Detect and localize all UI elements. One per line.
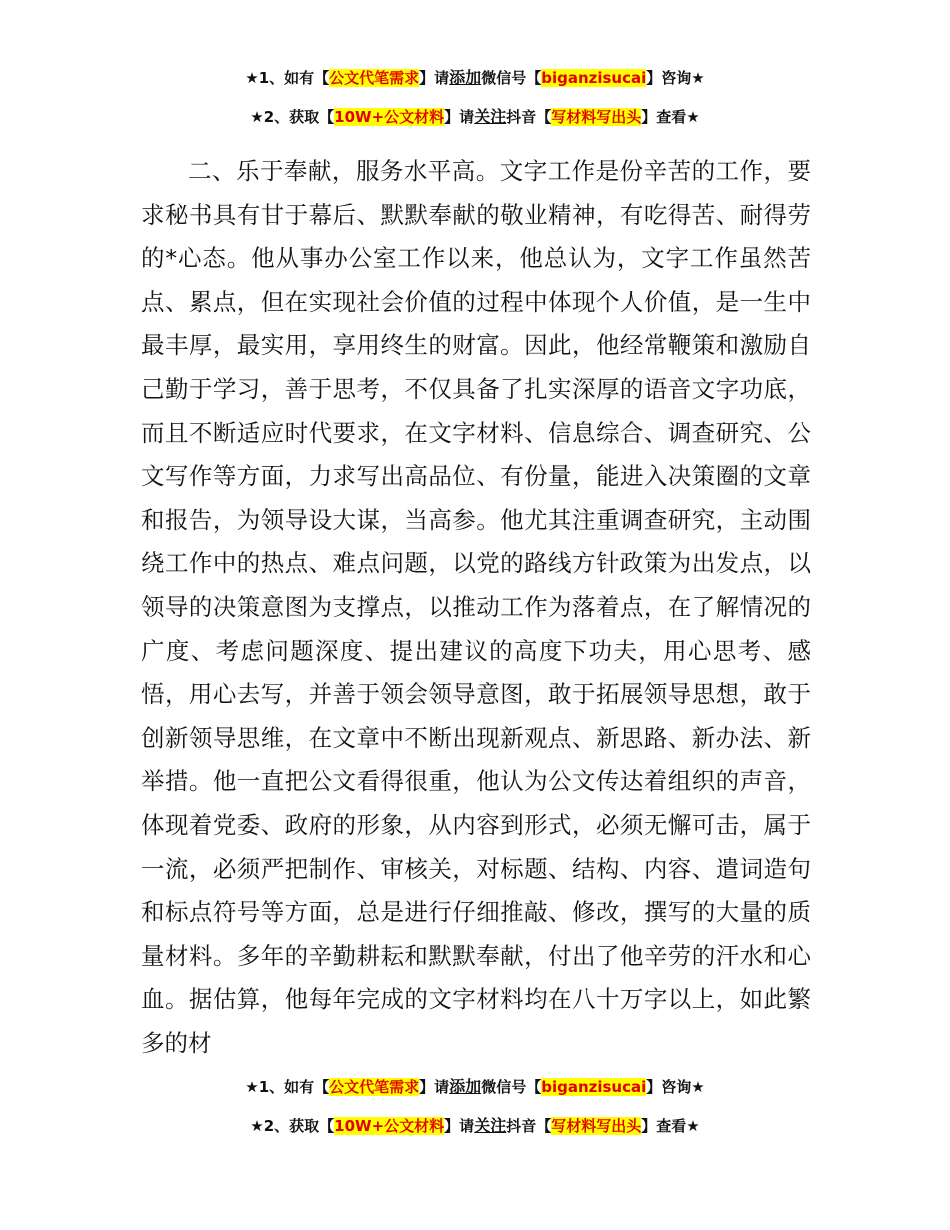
promo-text: 微信号【 bbox=[481, 69, 542, 87]
promo-suffix: 】咨询 bbox=[646, 69, 692, 87]
promo-prefix: 1、如有【 bbox=[258, 69, 330, 87]
promo-suffix: 】咨询 bbox=[646, 1078, 692, 1096]
promo-underline-follow: 关注 bbox=[474, 107, 507, 126]
promo-highlight-wechat-id: biganzisucai bbox=[541, 1078, 647, 1096]
promo-text: 微信号【 bbox=[481, 1078, 542, 1096]
promo-highlight-service: 公文代笔需求 bbox=[329, 1078, 420, 1096]
star-icon: ★ bbox=[691, 1078, 705, 1096]
header-promo-line-2 bbox=[0, 105, 950, 129]
promo-text: 抖音【 bbox=[506, 1117, 552, 1135]
promo-text: 】请 bbox=[419, 1078, 450, 1096]
promo-underline-add: 添加 bbox=[449, 68, 482, 87]
promo-highlight-service: 公文代笔需求 bbox=[329, 69, 420, 87]
star-icon: ★ bbox=[250, 108, 264, 126]
promo-text: 抖音【 bbox=[506, 108, 552, 126]
promo-suffix: 】查看 bbox=[641, 108, 687, 126]
promo-highlight-wechat-id: biganzisucai bbox=[541, 69, 647, 87]
promo-text: 】请 bbox=[444, 108, 475, 126]
star-icon: ★ bbox=[245, 1078, 259, 1096]
promo-highlight-douyin-id: 写材料写出头 bbox=[551, 108, 642, 126]
body-paragraph: 二、乐于奉献，服务水平高。文字工作是份辛苦的工作，要求秘书具有甘于幕后、默默奉献的敬业精神，有吃得苦、耐得劳的*心态。他从事办公室工作以来，他总认为，文字工作虽然苦点、累点，但在实现社会价值的过程中体现个人价值，是一生中最丰厚，最实用，享用终生的财富。因此，他经常鞭策和激励自己勤于学习，善于思考，不仅具备了扎实深厚的语音文字功底，而且不断适应时代要求，在文字材料、信息综合、调查研究、公文写作等方面，力求写出高品位、有份量，能进入决策圈的文章和报告，为领导设大谋，当高参。他尤其注重调查研究，主动围绕工作中的热点、难点问题，以党的路线方针政策为出发点，以领导的决策意图为支撑点，以推动工作为落着点，在了解情况的广度、考虑问题深度、提出建议的高度下功夫，用心思考、感悟，用心去写，并善于领会领导意图，敢于拓展领导思想，敢于创新领导思维，在文章中不断出现新观点、新思路、新办法、新举措。他一直把公文看得很重，他认为公文传达着组织的声音，体现着党委、政府的形象，从内容到形式，必须无懈可击，属于一流，必须严把制作、审核关，对标题、结构、内容、遣词造句和标点符号等方面，总是进行仔细推敲、修改，撰写的大量的质量材料。多年的辛勤耕耘和默默奉献，付出了他辛劳的汗水和心血。据估算，他每年完成的文字材料均在八十万字以上，如此繁多的材 bbox=[141, 157, 811, 1057]
promo-prefix: 1、如有【 bbox=[258, 1078, 330, 1096]
star-icon: ★ bbox=[245, 69, 259, 87]
promo-prefix: 2、获取【 bbox=[263, 108, 335, 126]
promo-highlight-materials: 10W+公文材料 bbox=[334, 108, 445, 126]
promo-highlight-douyin-id: 写材料写出头 bbox=[551, 1117, 642, 1135]
promo-highlight-materials: 10W+公文材料 bbox=[334, 1117, 445, 1135]
star-icon: ★ bbox=[691, 69, 705, 87]
promo-underline-add: 添加 bbox=[449, 1077, 482, 1096]
promo-text: 】请 bbox=[419, 69, 450, 87]
star-icon: ★ bbox=[686, 108, 700, 126]
footer-promo-line-2 bbox=[0, 1114, 950, 1138]
promo-underline-follow: 关注 bbox=[474, 1116, 507, 1135]
promo-prefix: 2、获取【 bbox=[263, 1117, 335, 1135]
promo-suffix: 】查看 bbox=[641, 1117, 687, 1135]
footer-promo-line-1 bbox=[0, 1075, 950, 1099]
star-icon: ★ bbox=[250, 1117, 264, 1135]
promo-text: 】请 bbox=[444, 1117, 475, 1135]
header-promo-line-1 bbox=[0, 66, 950, 90]
star-icon: ★ bbox=[686, 1117, 700, 1135]
